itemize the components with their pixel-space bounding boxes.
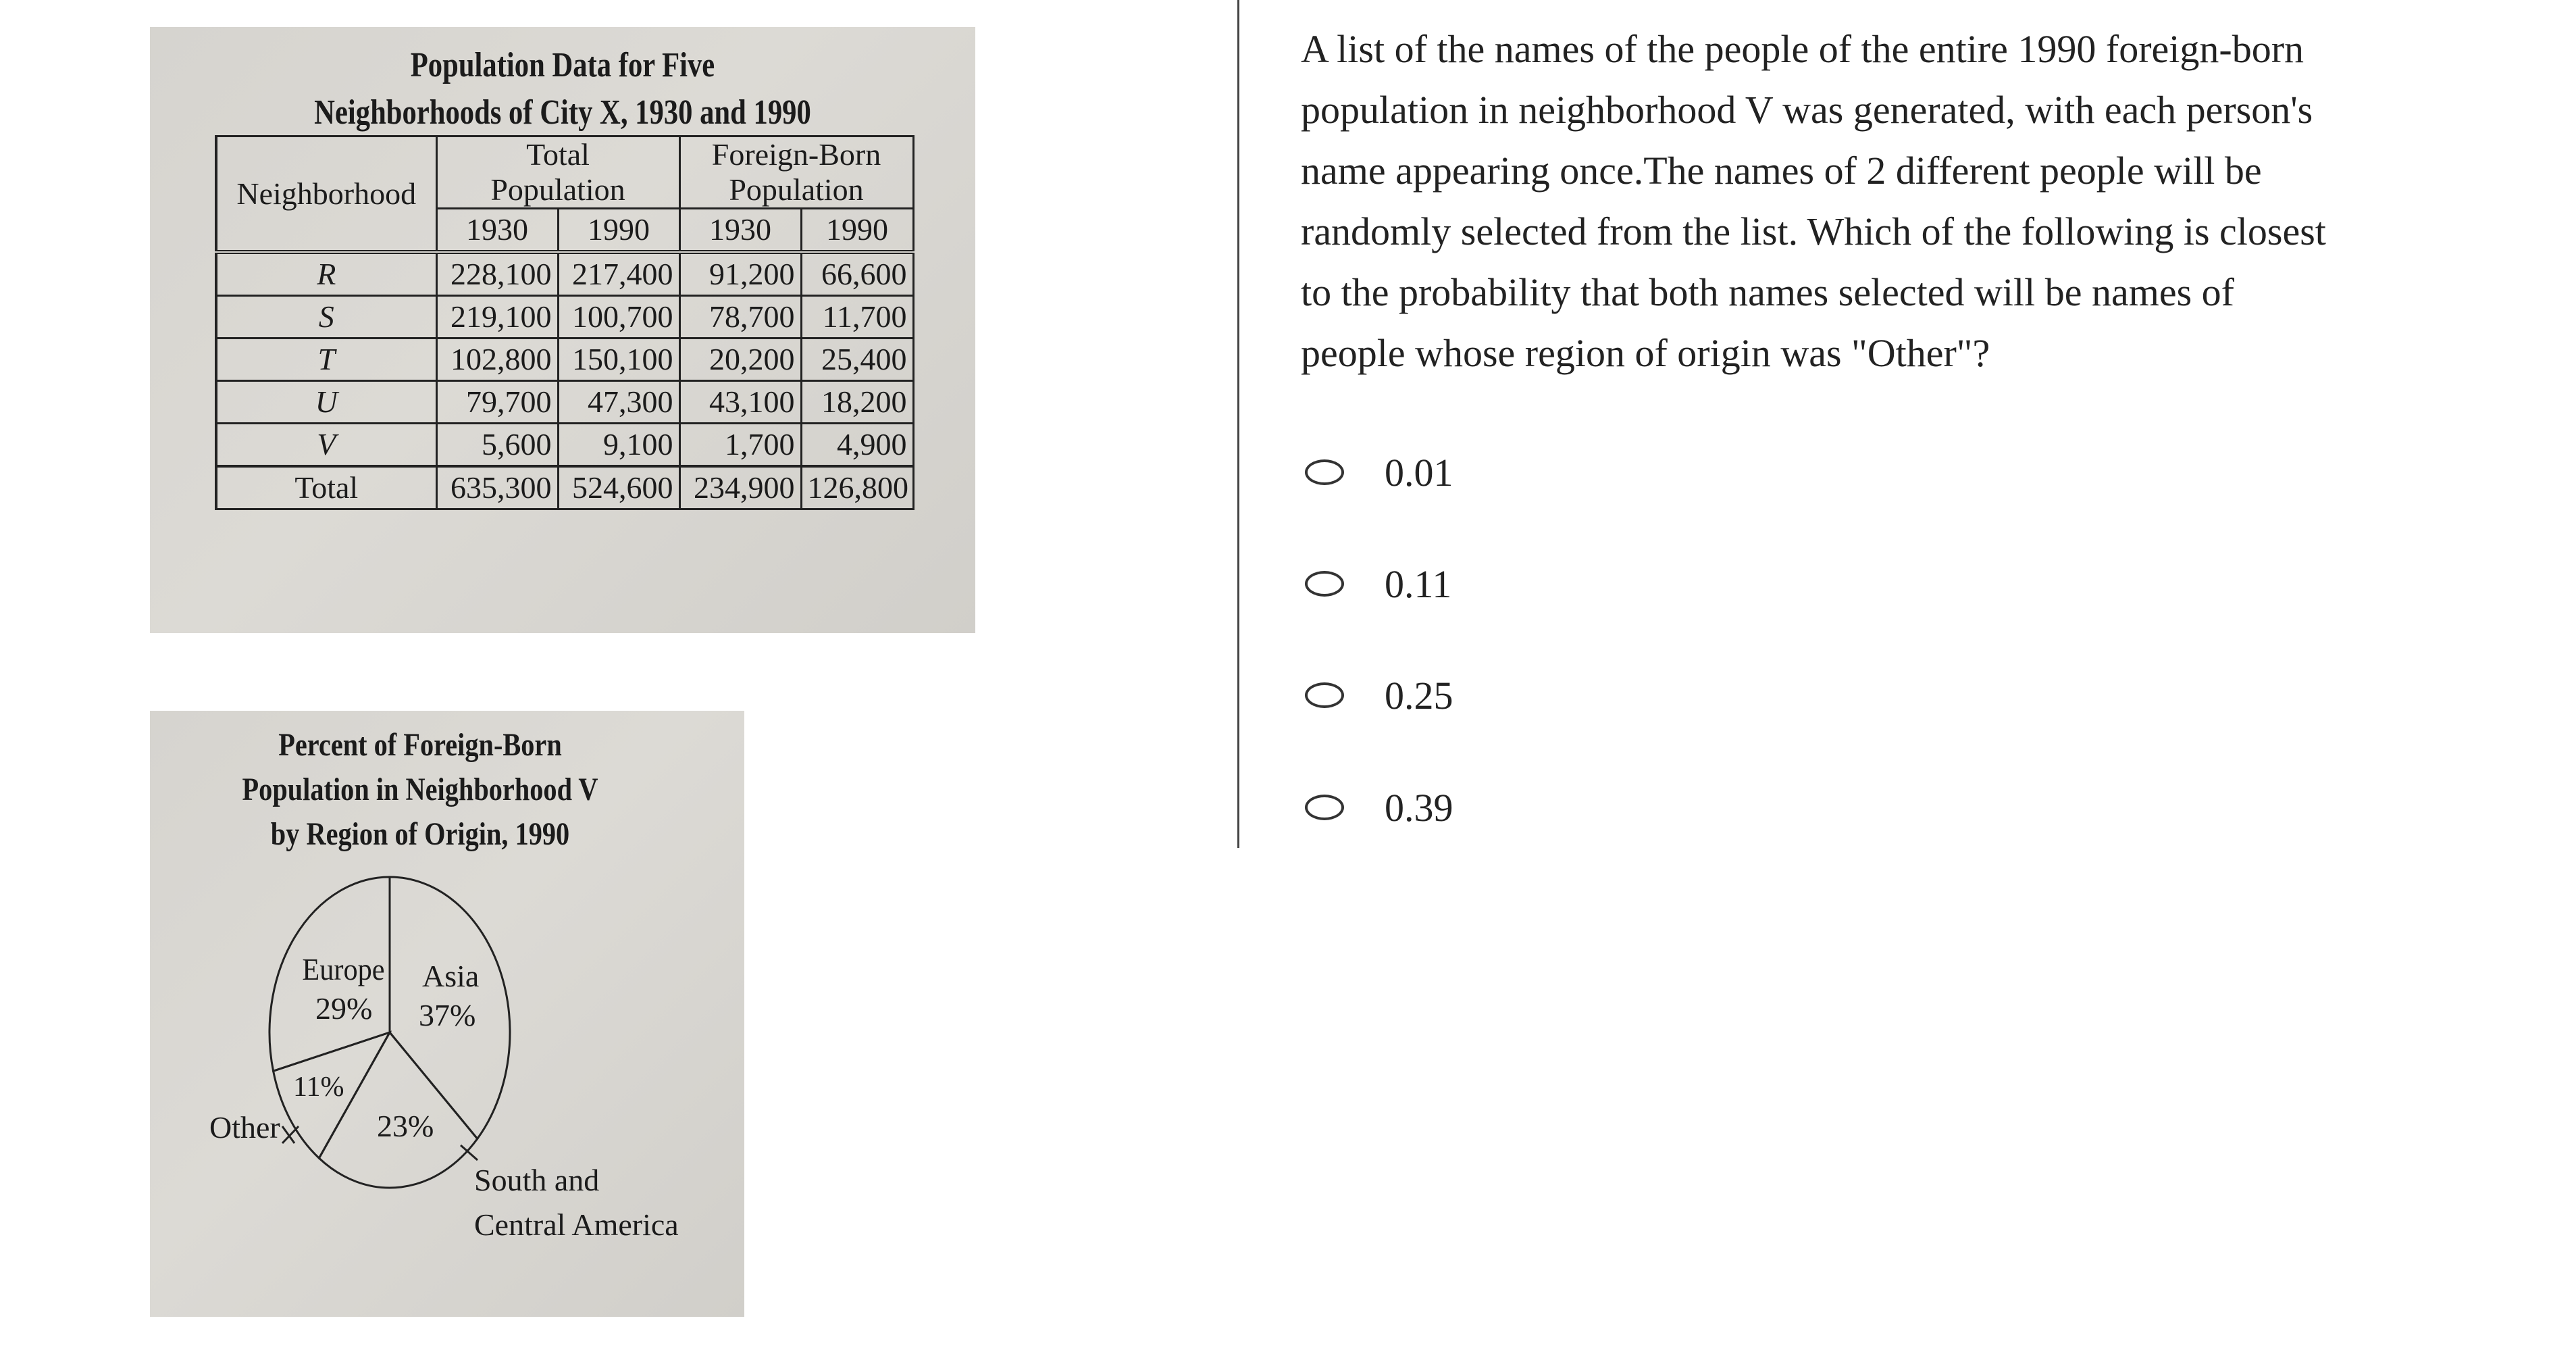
table-cell: 18,200 [801,381,913,424]
table-cell: 47,300 [558,381,679,424]
population-table [215,135,915,510]
table-cell: 102,800 [436,338,558,381]
radio-button-icon[interactable] [1305,795,1344,820]
table-row [216,424,913,467]
radio-button-icon[interactable] [1305,571,1344,597]
question-text: A list of the names of the people of the entire 1990 foreign-born population in neighborhood V was generated, with each person's name appearing once.The names of 2 different people will be randomly selected from the list. Which of the following is closest to the probability that both names selected will be names of people whose region of origin was "Other"? [1301,27,2326,375]
answer-choice-c[interactable] [1301,665,1453,726]
header-year: 1990 [801,209,913,253]
row-neighborhood: R [216,252,436,296]
population-table-image [150,27,975,633]
radio-button-icon[interactable] [1305,682,1344,708]
table-row [216,338,913,381]
table-cell: 91,200 [679,252,801,296]
slice-value-other: 11% [293,1072,344,1103]
header-year: 1930 [679,209,801,253]
row-neighborhood: T [216,338,436,381]
choice-label: 0.25 [1385,673,1453,718]
row-neighborhood: Total [216,466,436,509]
table-cell: 228,100 [436,252,558,296]
row-neighborhood: S [216,296,436,338]
header-foreign-line1: Foreign-Born [711,137,881,172]
table-cell: 524,600 [558,466,679,509]
table-cell: 11,700 [801,296,913,338]
row-neighborhood: V [216,424,436,467]
radio-button-icon[interactable] [1305,459,1344,485]
pie-chart-image [150,711,744,1317]
table-cell: 635,300 [436,466,558,509]
pie-chart [150,711,744,1317]
table-row-total [216,466,913,509]
choice-label: 0.01 [1385,450,1453,495]
table-cell: 4,900 [801,424,913,467]
table-title [224,42,901,136]
label-asia: Asia [422,959,480,993]
header-total-population [436,136,679,209]
callout-line-sca [461,1145,478,1160]
header-year: 1990 [558,209,679,253]
header-total-line1: Total [526,137,590,172]
panel-divider [1237,0,1239,848]
label-europe: Europe [302,952,385,987]
slice-value-sca: 23% [377,1109,434,1143]
table-row [216,381,913,424]
table-row [216,296,913,338]
table-cell: 219,100 [436,296,558,338]
table-cell: 217,400 [558,252,679,296]
table-cell: 9,100 [558,424,679,467]
table-cell: 43,100 [679,381,801,424]
table-cell: 25,400 [801,338,913,381]
table-cell: 100,700 [558,296,679,338]
slice-value-asia: 37% [419,998,476,1032]
answer-choice-b[interactable] [1301,553,1451,614]
label-other: Other [209,1110,280,1145]
answer-choice-d[interactable] [1301,777,1453,838]
pie-title-line3: by Region of Origin, 1990 [270,816,570,852]
header-total-line2: Population [490,172,625,207]
table-cell: 78,700 [679,296,801,338]
header-foreign-line2: Population [729,172,864,207]
table-row [216,252,913,296]
table-cell: 234,900 [679,466,801,509]
table-cell: 1,700 [679,424,801,467]
pie-title-line2: Population in Neighborhood V [242,772,598,807]
pie-title-line1: Percent of Foreign-Born [278,727,562,763]
table-cell: 126,800 [801,466,913,509]
table-cell: 5,600 [436,424,558,467]
table-cell: 79,700 [436,381,558,424]
header-foreign-born [679,136,913,209]
header-year: 1930 [436,209,558,253]
table-cell: 66,600 [801,252,913,296]
table-cell: 150,100 [558,338,679,381]
choice-label: 0.11 [1385,561,1452,606]
choice-label: 0.39 [1385,785,1453,830]
header-neighborhood: Neighborhood [216,136,436,253]
table-title-line1: Population Data for Five [410,46,715,84]
slice-value-europe: 29% [315,991,373,1026]
label-sca-line2: Central America [474,1207,679,1242]
label-sca-line1: South and [474,1163,600,1197]
table-cell: 20,200 [679,338,801,381]
answer-choice-a[interactable] [1301,442,1453,503]
table-title-line2: Neighborhoods of City X, 1930 and 1990 [314,93,811,132]
row-neighborhood: U [216,381,436,424]
